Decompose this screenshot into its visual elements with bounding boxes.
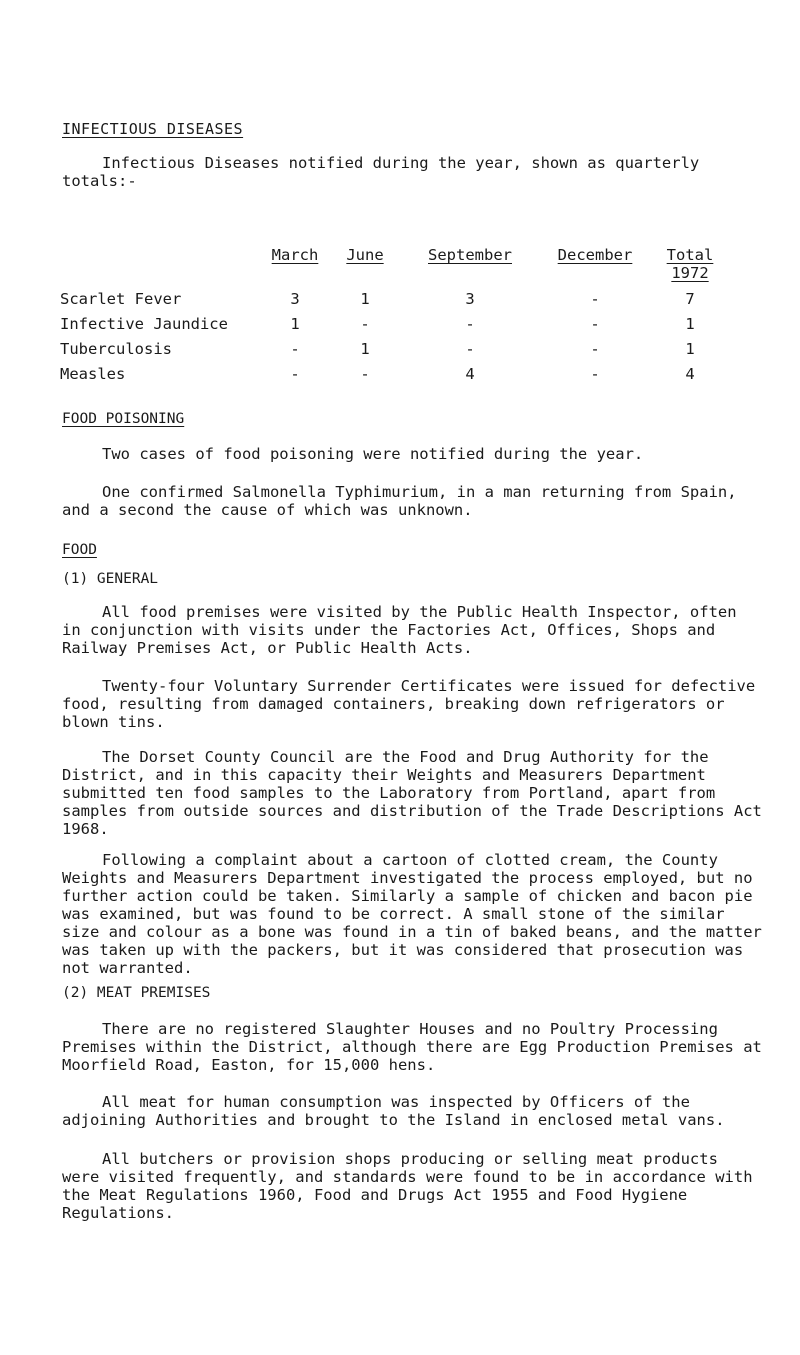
section-heading-food-poisoning: FOOD POISONING (62, 411, 185, 427)
row-label: Measles (60, 365, 126, 383)
quarterly-table (60, 246, 730, 390)
col-total: Total (666, 246, 714, 264)
cell: - (590, 365, 600, 383)
food-p3: The Dorset County Council are the Food and Drug Authority for the District, and in this capacity their Weights and Measurers Department submitted ten food samples to the Laboratory from Portland, apart from samples from outside sources and distribution of the Trade Descriptions Act 1968. (62, 748, 762, 838)
cell: - (465, 340, 475, 358)
cell: 3 (465, 290, 475, 308)
section-heading-food: FOOD (62, 542, 97, 558)
cell: - (590, 315, 600, 333)
food-p1: All food premises were visited by the Public Health Inspector, often in conjunction with visits under the Factories Act, Offices, Shops and Railway Premises Act, or Public Health Acts. (62, 603, 737, 657)
food-p2: Twenty-four Voluntary Surrender Certificates were issued for defective food, resulting from damaged containers, breaking down refrigerators or blown tins. (62, 677, 756, 731)
cell-total: 1 (685, 315, 695, 333)
meat-p2: All meat for human consumption was inspected by Officers of the adjoining Authorities and brought to the Island in enclosed metal vans. (62, 1093, 725, 1129)
table-row (60, 315, 730, 340)
food-poisoning-p2: One confirmed Salmonella Typhimurium, in a man returning from Spain, and a second the cause of which was unknown. (62, 483, 737, 519)
meat-p1: There are no registered Slaughter Houses and no Poultry Processing Premises within the District, although there are Egg Production Premises at Moorfield Road, Easton, for 15,000 hens. (62, 1020, 762, 1074)
section-heading-infectious-diseases: INFECTIOUS DISEASES (62, 120, 244, 138)
intro-paragraph: Infectious Diseases notified during the year, shown as quarterly totals:- (62, 154, 700, 190)
col-june: June (346, 246, 384, 264)
col-march: March (271, 246, 319, 264)
cell: - (590, 290, 600, 308)
cell: - (290, 340, 300, 358)
cell: - (590, 340, 600, 358)
subheading-general: (1) GENERAL (62, 571, 159, 587)
food-poisoning-p1: Two cases of food poisoning were notified during the year. (102, 445, 644, 463)
cell-total: 7 (685, 290, 695, 308)
cell: 3 (290, 290, 300, 308)
cell: - (465, 315, 475, 333)
table-row (60, 365, 730, 390)
row-label: Infective Jaundice (60, 315, 228, 333)
subheading-meat-premises: (2) MEAT PREMISES (62, 985, 211, 1001)
cell-total: 4 (685, 365, 695, 383)
food-p4: Following a complaint about a cartoon of clotted cream, the County Weights and Measurers Department investigated the process employed, but no further action could be taken. Similarly a sample of chicken and bacon pie was examined, but was found to be correct. A small stone of the similar size and colour as a bone was found in a tin of baked beans, and the matter was taken up with the packers, but it was considered that prosecution was not warranted. (62, 851, 762, 977)
cell: 1 (360, 290, 370, 308)
col-december: December (557, 246, 633, 264)
cell: - (360, 315, 370, 333)
cell: - (360, 365, 370, 383)
row-label: Scarlet Fever (60, 290, 182, 308)
cell-total: 1 (685, 340, 695, 358)
cell: 4 (465, 365, 475, 383)
table-row (60, 290, 730, 315)
cell: 1 (290, 315, 300, 333)
cell: - (290, 365, 300, 383)
cell: 1 (360, 340, 370, 358)
col-september: September (428, 246, 512, 264)
col-total-year: 1972 (671, 264, 709, 282)
row-label: Tuberculosis (60, 340, 172, 358)
table-row (60, 340, 730, 365)
meat-p3: All butchers or provision shops producing or selling meat products were visited frequently, and standards were found to be in accordance with the Meat Regulations 1960, Food and Drugs Act 1955 and Food Hygiene Regulations. (62, 1150, 753, 1222)
